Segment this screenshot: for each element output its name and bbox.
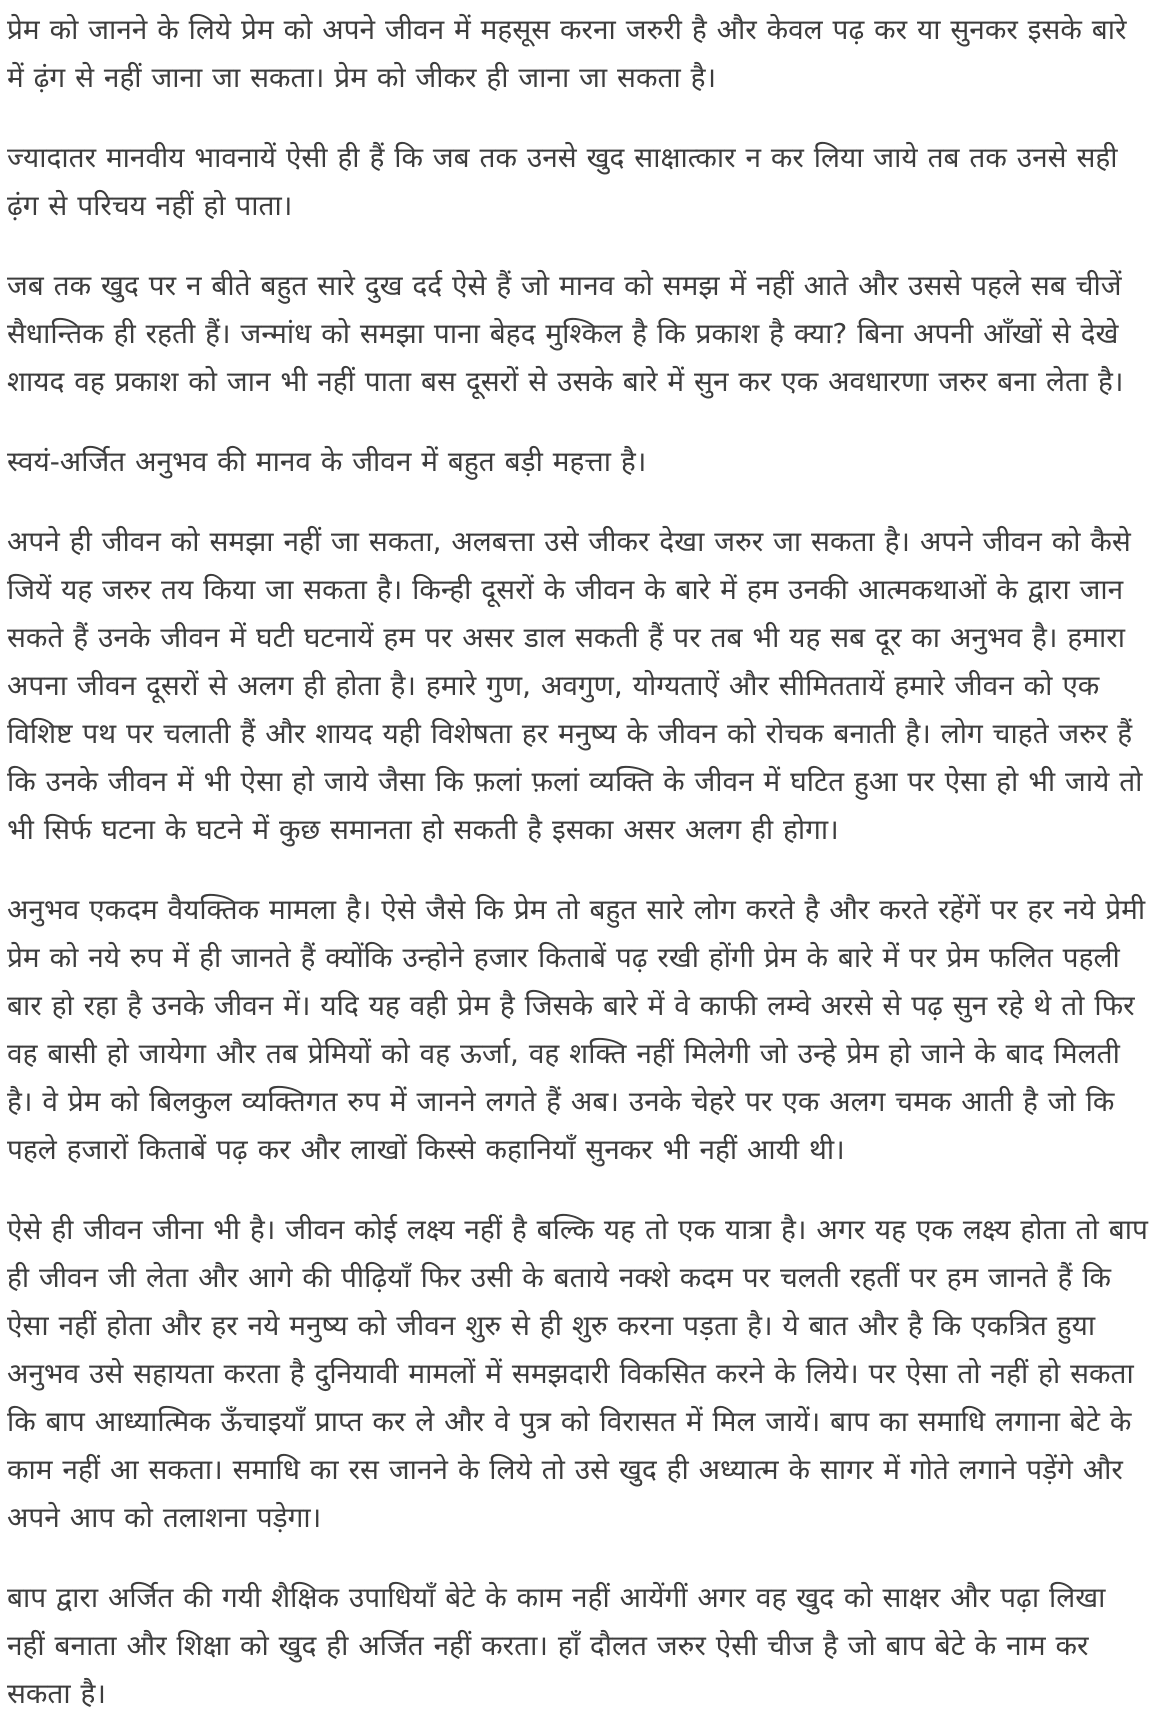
paragraph: अनुभव एकदम वैयक्तिक मामला है। ऐसे जैसे कि प्रेम तो बहुत सारे लोग करते है और करते रहेंगें पर हर नये प्रेमी प्रेम को नये रुप में ही जानते हैं क्योंकि उन्होने हजार किताबें पढ़ रखी होंगी प्रेम के बारे में पर प्रेम फलित पहली बार हो रहा है उनके जीवन में। यदि यह वही प्रेम है जिसके बारे में वे काफी लम्वे अरसे से पढ़ सुन रहे थे तो फिर वह बासी हो जायेगा और तब प्रेमियों को वह ऊर्जा, वह शक्ति नहीं मिलेगी जो उन्हे प्रेम हो जाने के बाद मिलती है। वे प्रेम को बिलकुल व्यक्तिगत रुप में जानने लगते हैं अब। उनके चेहरे पर एक अलग चमक आती है जो कि पहले हजारों किताबें पढ़ कर और लाखों किस्से कहानियाँ सुनकर भी नहीं आयी थी। <box>7 893 1146 1166</box>
paragraph: अपने ही जीवन को समझा नहीं जा सकता, अलबत्ता उसे जीकर देखा जरुर जा सकता है। अपने जीवन को कैसे जियें यह जरुर तय किया जा सकता है। किन्ही दूसरों के जीवन के बारे में हम उनकी आत्मकथाओं के द्वारा जान सकते हैं उनके जीवन में घटी घटनायें हम पर असर डाल सकती हैं पर तब भी यह सब दूर का अनुभव है। हमारा अपना जीवन दूसरों से अलग ही होता है। हमारे गुण, अवगुण, योग्यताऐं और सीमिततायें हमारे जीवन को एक विशिष्ट पथ पर चलाती हैं और शायद यही विशेषता हर मनुष्य के जीवन को रोचक बनाती है। लोग चाहते जरुर हैं कि उनके जीवन में भी ऐसा हो जाये जैसा कि फ़लां फ़लां व्यक्ति के जीवन में घटित हुआ पर ऐसा हो भी जाये तो भी सिर्फ घटना के घटने में कुछ समानता हो सकती है इसका असर अलग ही होगा। <box>7 525 1143 846</box>
paragraph: प्रेम को जानने के लिये प्रेम को अपने जीवन में महसूस करना जरुरी है और केवल पढ़ कर या सुनकर इसके बारे में ढ़ंग से नहीं जाना जा सकता। प्रेम को जीकर ही जाना जा सकता है। <box>7 13 1127 94</box>
paragraph: स्वयं-अर्जित अनुभव की मानव के जीवन में बहुत बड़ी महत्ता है। <box>7 445 647 478</box>
paragraph: ऐसे ही जीवन जीना भी है। जीवन कोई लक्ष्य नहीं है बल्कि यह तो एक यात्रा है। अगर यह एक लक्ष्य होता तो बाप ही जीवन जी लेता और आगे की पीढ़ियाँ फिर उसी के बताये नक्शे कदम पर चलती रहतीं पर हम जानते हैं कि ऐसा नहीं होता और हर नये मनुष्य को जीवन शुरु से ही शुरु करना पड़ता है। ये बात और है कि एकत्रित हुया अनुभव उसे सहायता करता है दुनियावी मामलों में समझदारी विकसित करने के लिये। पर ऐसा तो नहीं हो सकता कि बाप आध्यात्मिक ऊँचाइयाँ प्राप्त कर ले और वे पुत्र को विरासत में मिल जायें। बाप का समाधि लगाना बेटे के काम नहीं आ सकता। समाधि का रस जानने के लिये तो उसे खुद ही अध्यात्म के सागर में गोते लगाने पड़ेंगे और अपने आप को तलाशना पड़ेगा। <box>7 1213 1148 1534</box>
paragraph: जब तक खुद पर न बीते बहुत सारे दुख दर्द ऐसे हैं जो मानव को समझ में नहीं आते और उससे पहले सब चीजें सैधान्तिक ही रहती हैं। जन्मांध को समझा पाना बेहद मुश्किल है कि प्रकाश है क्या? बिना अपनी आँखों से देखे शायद वह प्रकाश को जान भी नहीं पाता बस दूसरों से उसके बारे में सुन कर एक अवधारणा जरुर बना लेता है। <box>7 269 1124 398</box>
paragraph: ज्यादातर मानवीय भावनायें ऐसी ही हैं कि जब तक उनसे खुद साक्षात्कार न कर लिया जाये तब तक उनसे सही ढ़ंग से परिचय नहीं हो पाता। <box>7 141 1118 222</box>
paragraph: बाप द्वारा अर्जित की गयी शैक्षिक उपाधियाँ बेटे के काम नहीं आयेंगीं अगर वह खुद को साक्षर और पढ़ा लिखा नहीं बनाता और शिक्षा को खुद ही अर्जित नहीं करता। हाँ दौलत जरुर ऐसी चीज है जो बाप बेटे के नाम कर सकता है। <box>7 1581 1106 1710</box>
